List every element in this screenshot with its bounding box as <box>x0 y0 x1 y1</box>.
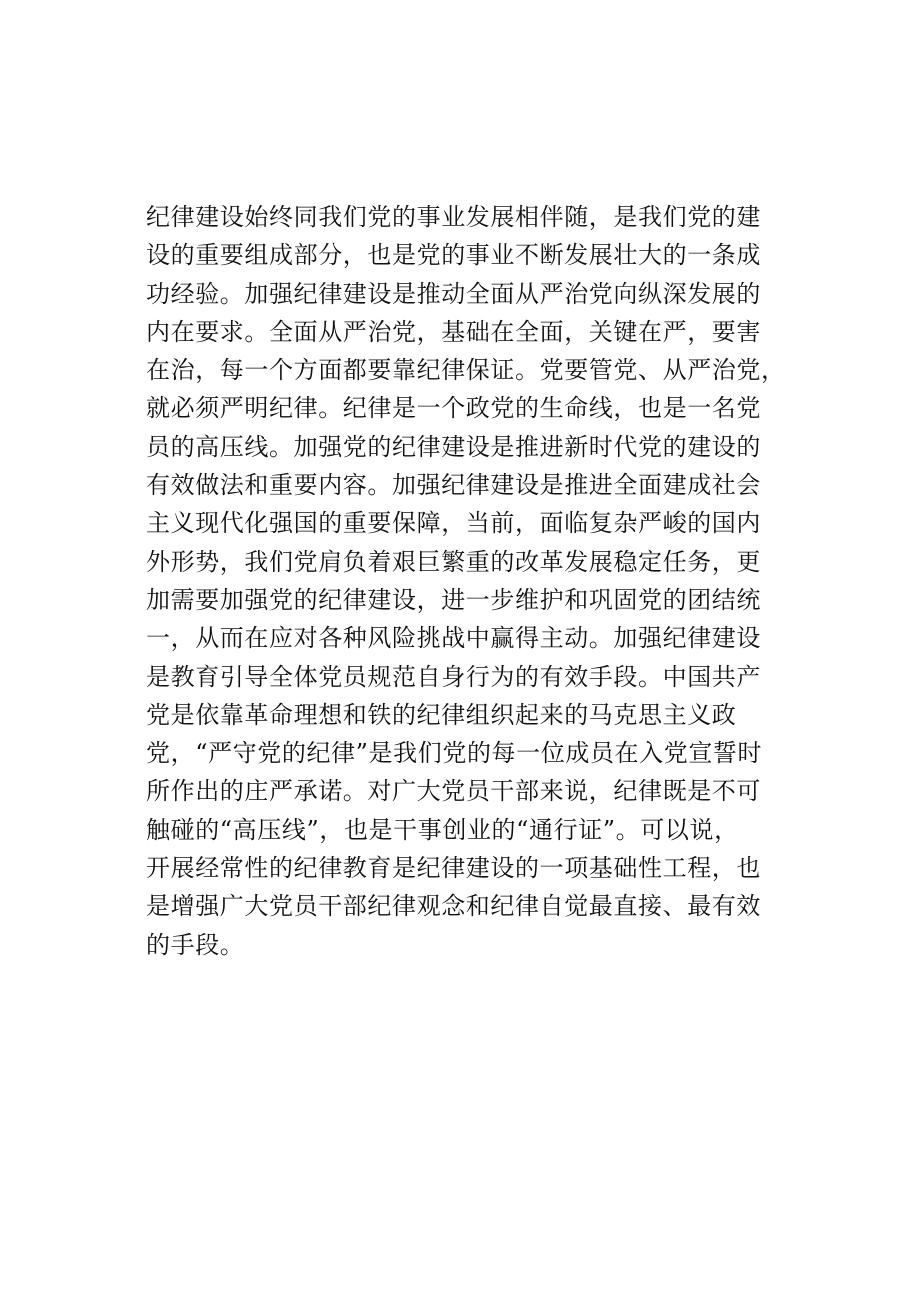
paragraph-line-5: 在治，每一个方面都要靠纪律保证。党要管党、从严治党， <box>146 356 786 385</box>
paragraph-line-19: 是增强广大党员干部纪律观念和纪律自觉最直接、最有效 <box>146 892 761 921</box>
paragraph-line-9: 主义现代化强国的重要保障，当前，面临复杂严峻的国内 <box>146 509 761 538</box>
paragraph-line-10: 外形势，我们党肩负着艰巨繁重的改革发展稳定任务，更 <box>146 547 761 576</box>
paragraph-line-1: 纪律建设始终同我们党的事业发展相伴随，是我们党的建 <box>146 203 761 231</box>
paragraph-line-16: 所作出的庄严承诺。对广大党员干部来说，纪律既是不可 <box>146 777 761 806</box>
paragraph-line-6: 就必须严明纪律。纪律是一个政党的生命线，也是一名党 <box>146 394 761 423</box>
paragraph-line-18: 开展经常性的纪律教育是纪律建设的一项基础性工程，也 <box>146 854 761 883</box>
paragraph-line-4: 内在要求。全面从严治党，基础在全面，关键在严，要害 <box>146 317 761 346</box>
body-paragraph <box>146 198 786 964</box>
paragraph-line-13: 是教育引导全体党员规范自身行为的有效手段。中国共产 <box>146 662 761 691</box>
paragraph-line-14: 党是依靠革命理想和铁的纪律组织起来的马克思主义政 <box>146 700 737 729</box>
paragraph-line-17: 触碰的“高压线”，也是干事创业的“通行证”。可以说， <box>146 815 739 844</box>
paragraph-line-12: 一，从而在应对各种风险挑战中赢得主动。加强纪律建设 <box>146 624 761 653</box>
paragraph-line-8: 有效做法和重要内容。加强纪律建设是推进全面建成社会 <box>146 471 761 500</box>
paragraph-line-3: 功经验。加强纪律建设是推动全面从严治党向纵深发展的 <box>146 279 761 308</box>
paragraph-line-7: 员的高压线。加强党的纪律建设是推进新时代党的建设的 <box>146 432 761 461</box>
paragraph-line-11: 加需要加强党的纪律建设，进一步维护和巩固党的团结统 <box>146 585 761 614</box>
paragraph-line-15: 党，“严守党的纪律”是我们党的每一位成员在入党宣誓时 <box>146 739 763 768</box>
paragraph-line-20: 的手段。 <box>146 930 245 959</box>
paragraph-line-2: 设的重要组成部分，也是党的事业不断发展壮大的一条成 <box>146 241 761 270</box>
